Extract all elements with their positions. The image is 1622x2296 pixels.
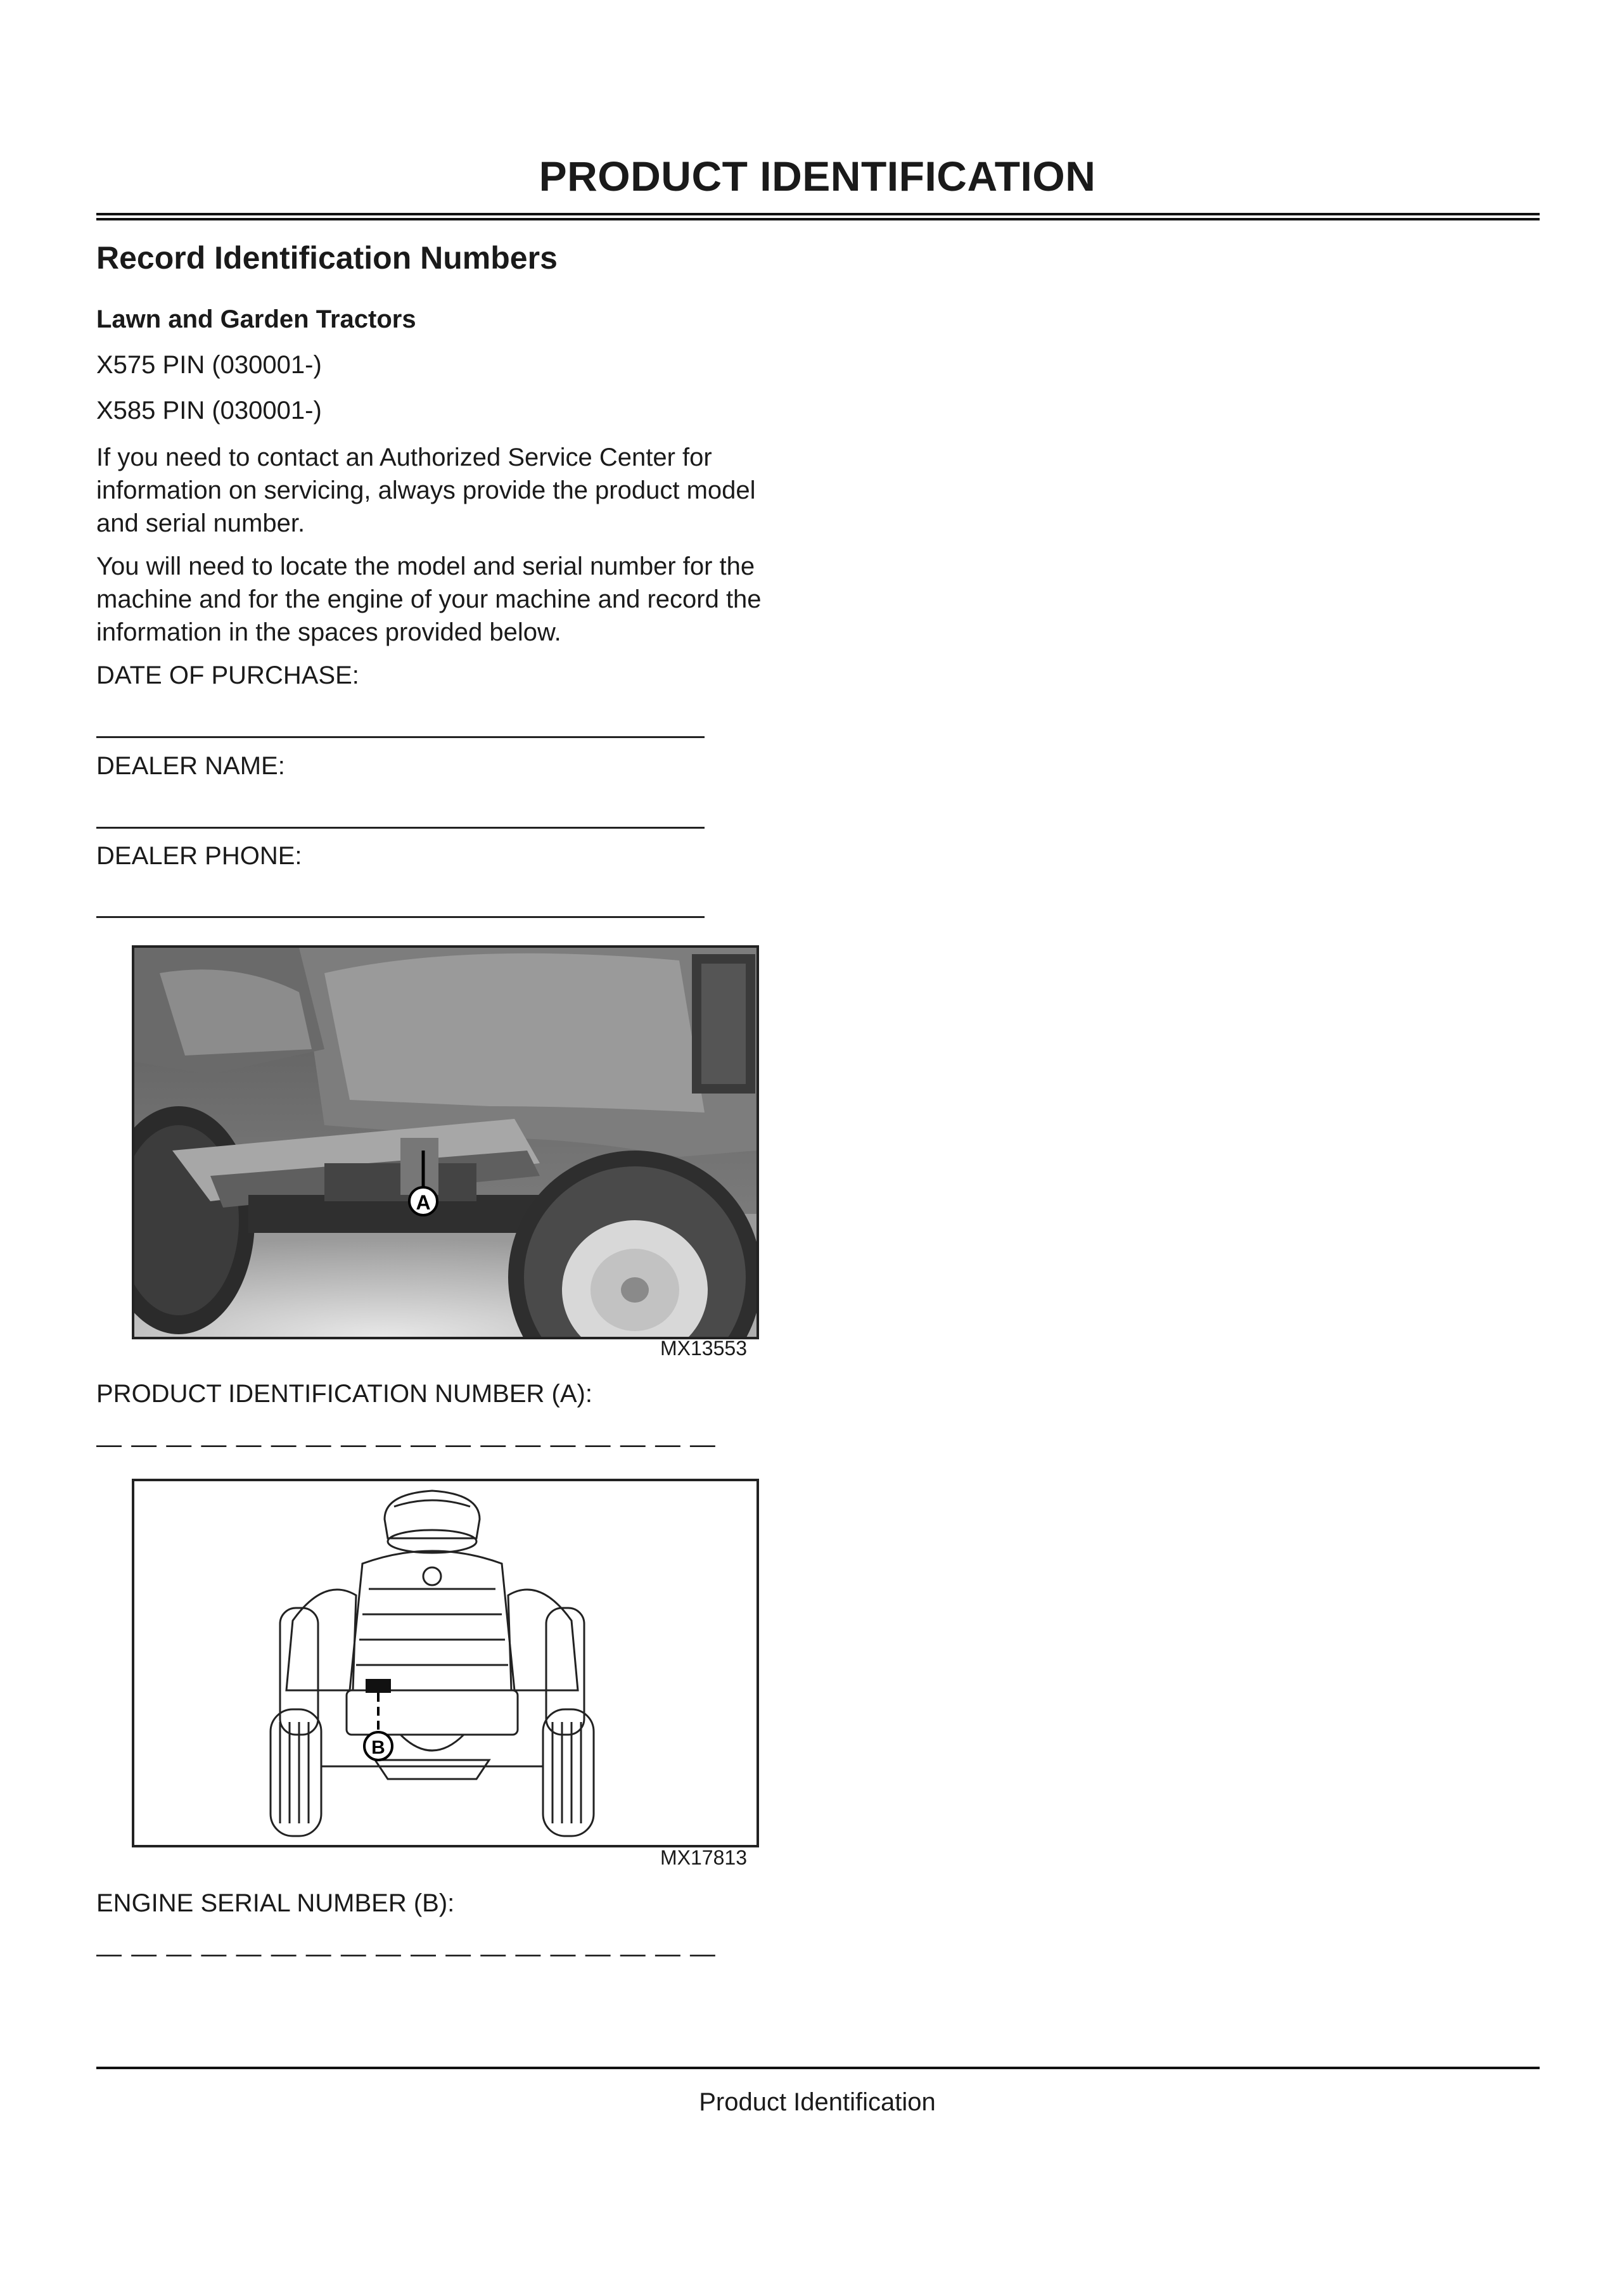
paragraph-contact: If you need to contact an Authorized Service Center for information on servicing, always provide the product model and serial number. bbox=[96, 443, 756, 537]
field-label-dealer-phone: DEALER PHONE: bbox=[96, 842, 302, 870]
field-label-dealer-name: DEALER NAME: bbox=[96, 752, 285, 780]
footer-divider bbox=[96, 2067, 1540, 2069]
dealer-phone-blank bbox=[96, 916, 705, 918]
tractor-photo-figure bbox=[132, 945, 759, 1339]
tractor-front-drawing bbox=[134, 1481, 757, 1845]
date-of-purchase-blank bbox=[96, 736, 705, 738]
tractor-photo bbox=[134, 948, 757, 1337]
pin-label: PRODUCT IDENTIFICATION NUMBER (A): bbox=[96, 1380, 592, 1408]
model-line-x585: X585 PIN (030001-) bbox=[96, 397, 322, 424]
photo-figure-code: MX13553 bbox=[660, 1337, 747, 1360]
page-title: PRODUCT IDENTIFICATION bbox=[539, 153, 1096, 200]
paragraph-locate: You will need to locate the model and serial number for the machine and for the engine of your machine and record the information in the spaces provided below. bbox=[96, 552, 762, 646]
tractor-drawing-figure bbox=[132, 1479, 759, 1847]
engine-serial-entry-dashes: — — — — — — — — — — — — — — — — — — bbox=[96, 1940, 717, 1968]
field-label-date-of-purchase: DATE OF PURCHASE: bbox=[96, 661, 359, 689]
drawing-figure-code: MX17813 bbox=[660, 1846, 747, 1869]
page-footer: Product Identification bbox=[699, 2088, 936, 2116]
model-line-x575: X575 PIN (030001-) bbox=[96, 351, 322, 379]
dealer-name-blank bbox=[96, 827, 705, 829]
section-subheading: Lawn and Garden Tractors bbox=[96, 305, 416, 333]
title-divider bbox=[96, 213, 1540, 220]
section-heading: Record Identification Numbers bbox=[96, 240, 558, 276]
callout-a-label: A bbox=[416, 1191, 431, 1214]
pin-entry-dashes: — — — — — — — — — — — — — — — — — — bbox=[96, 1431, 717, 1458]
engine-serial-label: ENGINE SERIAL NUMBER (B): bbox=[96, 1889, 455, 1917]
callout-b-label: B bbox=[371, 1737, 385, 1758]
